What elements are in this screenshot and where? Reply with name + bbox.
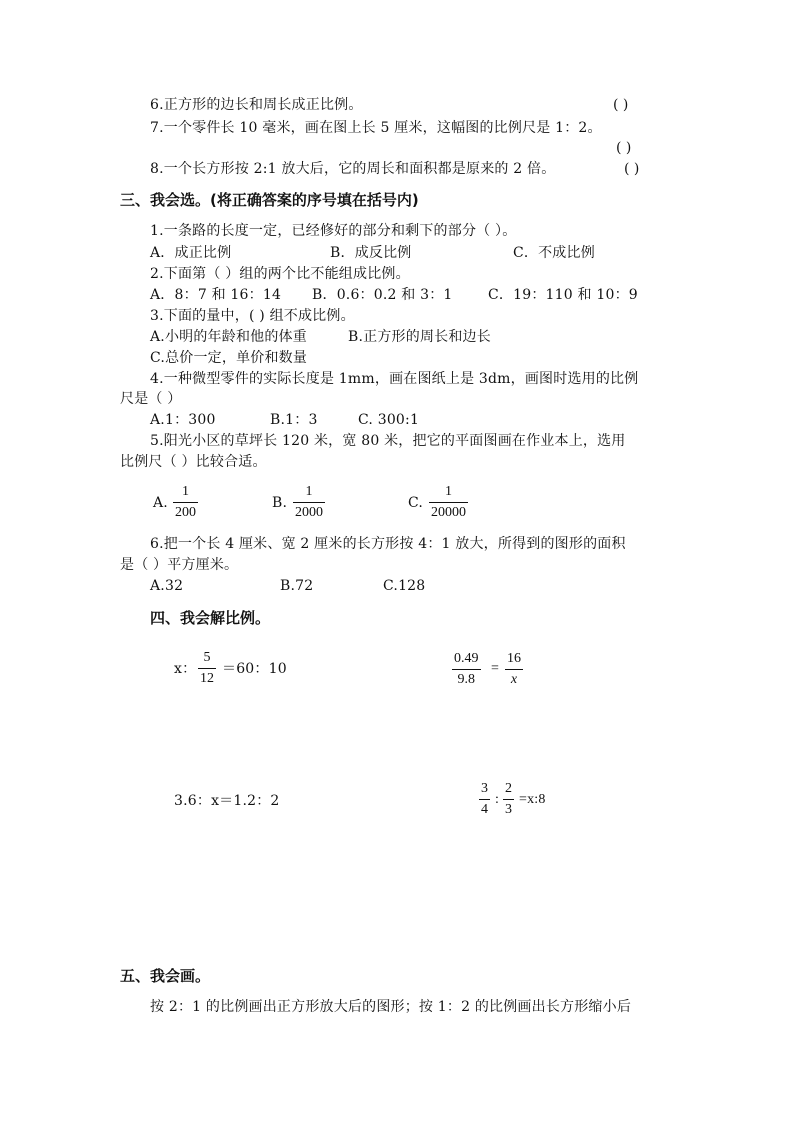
choice-q3: 3.下面的量中，( ) 组不成比例。 [150,308,355,324]
fraction-denominator: 9.8 [457,672,475,687]
fraction-denominator: 20000 [431,505,466,520]
equation-2-equals: = [491,661,500,676]
judge-item-6: 6.正方形的边长和周长成正比例。 [150,97,363,113]
equation-3: 3.6：x＝1.2：2 [174,793,280,809]
fraction-numerator: 0.49 [454,651,479,666]
section-3-heading: 三、我会选。(将正确答案的序号填在括号内) [120,191,419,209]
choice-q2-opt-c: C．19：110 和 10：9 [488,287,638,303]
choice-q1-opt-a: A．成正比例 [150,245,232,261]
choice-q6-line1: 6.把一个长 4 厘米、宽 2 厘米的长方形按 4：1 放大，所得到的图形的面积 [150,536,626,552]
fraction-denominator: 2000 [295,505,323,520]
equation-1-suffix: ＝60：10 [222,661,287,677]
choice-q4-line1: 4.一种微型零件的实际长度是 1mm，画在图纸上是 3dm，画图时选用的比例 [150,371,639,387]
section-5-instruction: 按 2：1 的比例画出正方形放大后的图形；按 1：2 的比例画出长方形缩小后 [150,999,632,1015]
choice-q4-opt-c: C. 300:1 [358,412,420,428]
equation-4-fraction-2 [503,781,514,818]
choice-q5-opt-b-label: B. [272,495,288,511]
choice-q1: 1.一条路的长度一定，已经修好的部分和剩下的部分（ ）。 [150,223,517,239]
fraction-numerator: 2 [505,781,512,796]
choice-q4-line2: 尺是（ ） [120,391,182,407]
fraction-denominator: 12 [200,671,214,686]
equation-4-fraction-1 [479,781,490,818]
choice-q3-opt-a: A.小明的年龄和他的体重 [150,329,307,345]
equation-2-right-fraction [505,651,523,688]
choice-q6-line2: 是（ ）平方厘米。 [120,557,239,573]
choice-q3-opt-c: C.总价一定，单价和数量 [150,350,308,366]
choice-q3-opt-b: B.正方形的周长和边长 [348,329,491,345]
choice-q5-opt-a-fraction [173,484,198,521]
fraction-numerator: 5 [203,650,211,665]
judge-item-7: 7.一个零件长 10 毫米，画在图上长 5 厘米，这幅图的比例尺是 1：2。 [150,120,602,136]
equation-4-suffix: =x:8 [519,792,546,807]
fraction-numerator: 1 [182,484,189,499]
choice-q6-opt-b: B.72 [280,578,314,594]
choice-q2: 2.下面第（ ）组的两个比不能组成比例。 [150,266,410,282]
answer-paren-6: ( ) [613,97,629,113]
equation-2-left-fraction [452,651,481,688]
answer-paren-8: ( ) [624,161,640,177]
fraction-denominator: x [510,672,518,687]
fraction-numerator: 16 [507,651,521,666]
section-4-heading: 四、我会解比例。 [150,609,271,627]
fraction-denominator: 3 [505,802,512,817]
choice-q5-opt-c-fraction [429,484,468,521]
choice-q4-opt-b: B.1：3 [270,412,318,428]
choice-q1-opt-b: B．成反比例 [330,245,412,261]
choice-q2-opt-b: B．0.6：0.2 和 3：1 [312,287,453,303]
fraction-numerator: 1 [305,484,313,499]
equation-1-prefix: x： [174,661,197,677]
choice-q5-line2: 比例尺（ ）比较合适。 [120,454,267,470]
choice-q6-opt-a: A.32 [150,578,184,594]
fraction-numerator: 3 [481,781,488,796]
choice-q5-opt-c-label: C. [408,495,424,511]
fraction-numerator: 1 [445,484,452,499]
choice-q5-line1: 5.阳光小区的草坪长 120 米，宽 80 米，把它的平面图画在作业本上，选用 [150,433,626,449]
fraction-denominator: 200 [175,505,196,520]
equation-4-colon: : [495,792,500,807]
choice-q6-opt-c: C.128 [383,578,426,594]
choice-q2-opt-a: A．8：7 和 16：14 [150,287,282,303]
answer-paren-7: ( ) [616,140,632,156]
equation-1-fraction [198,650,216,687]
choice-q4-opt-a: A.1：300 [150,412,216,428]
choice-q5-opt-b-fraction [293,484,325,521]
section-5-heading: 五、我会画。 [120,967,211,985]
choice-q5-opt-a-label: A. [153,495,168,511]
judge-item-8: 8.一个长方形按 2:1 放大后，它的周长和面积都是原来的 2 倍。 [150,161,556,177]
choice-q1-opt-c: C．不成比例 [513,245,595,261]
fraction-denominator: 4 [481,802,488,817]
